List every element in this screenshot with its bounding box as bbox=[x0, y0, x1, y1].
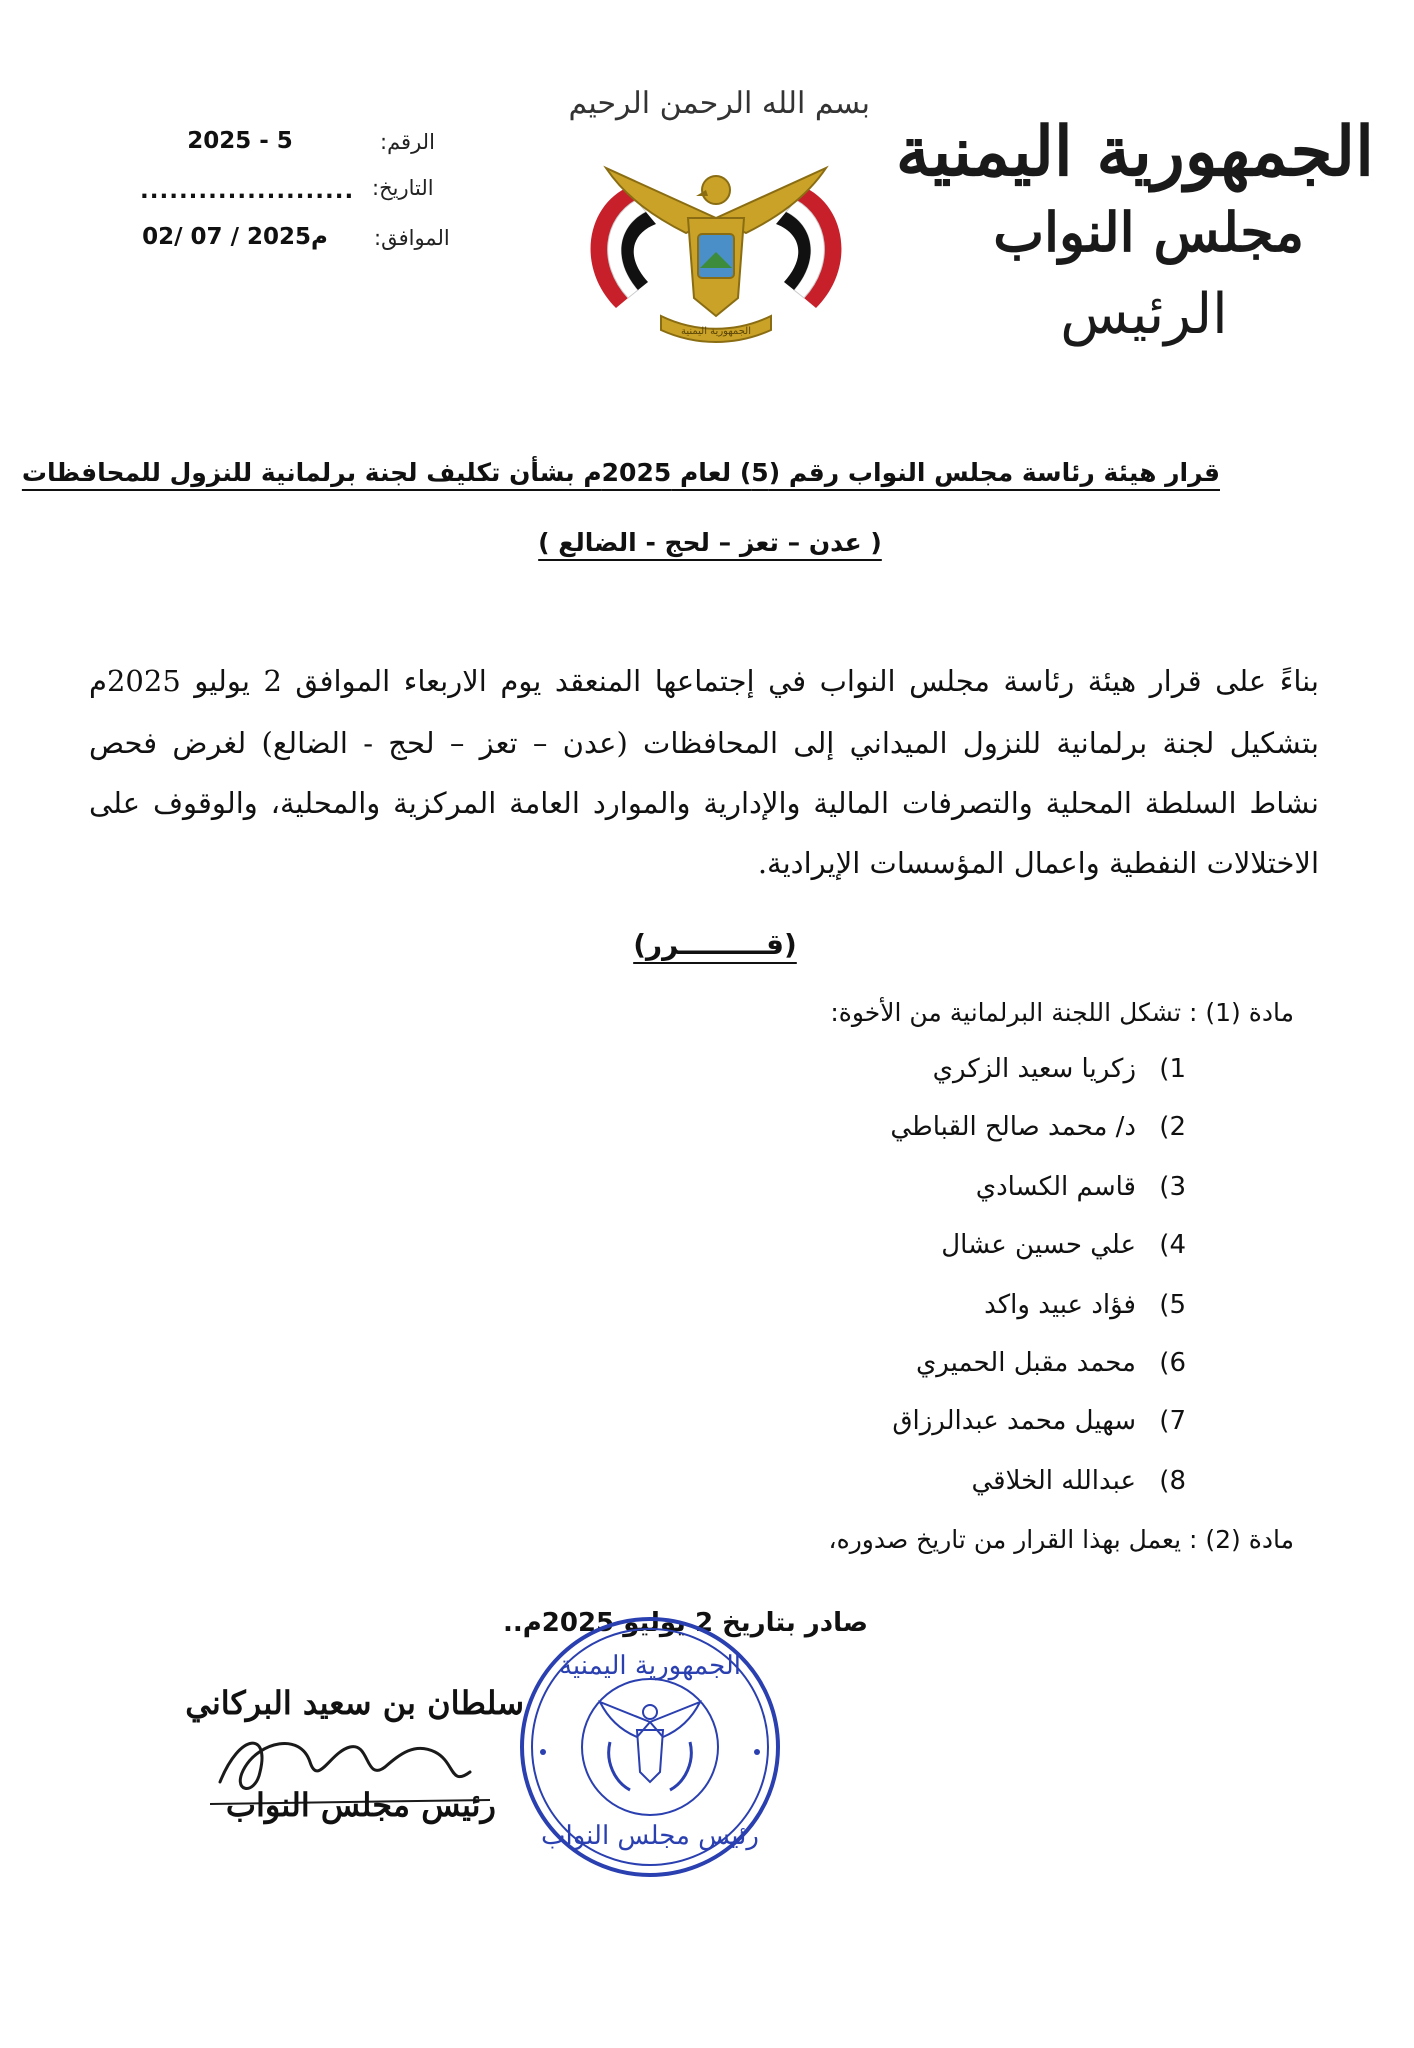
list-item bbox=[971, 1466, 1186, 1496]
member-name: د/ محمد صالح القباطي bbox=[890, 1112, 1136, 1142]
decision-title: قرار هيئة رئاسة مجلس النواب رقم (5) لعام 2025م بشأن تكليف لجنة برلمانية للنزول للمحافظات bbox=[21, 458, 1220, 487]
official-seal-icon bbox=[515, 1612, 785, 1882]
issued-date: صادر بتاريخ 2 يوليو 2025م.. bbox=[502, 1608, 868, 1638]
paragraph-line: بتشكيل لجنة برلمانية للنزول الميداني إلى المحافظات (عدن – تعز – لحج - الضالع) لغرض فحص bbox=[89, 726, 1319, 760]
member-name: زكريا سعيد الزكري bbox=[932, 1054, 1136, 1084]
paragraph-line: بناءً على قرار هيئة رئاسة مجلس النواب في إجتماعها المنعقد يوم الاربعاء الموافق 2 يوليو 2025م bbox=[89, 664, 1319, 698]
ref-corresponding-label: الموافق: bbox=[374, 226, 450, 250]
emblem-caption: الجمهورية اليمنية bbox=[680, 326, 752, 337]
ref-date-label: التاريخ: bbox=[372, 176, 434, 200]
member-number: 5) bbox=[1159, 1290, 1186, 1320]
list-item bbox=[933, 1054, 1186, 1084]
member-number: 4) bbox=[1159, 1230, 1186, 1260]
ref-date-value: ...................... bbox=[140, 178, 355, 204]
header-republic: الجمهورية اليمنية bbox=[895, 112, 1374, 192]
paragraph-line: نشاط السلطة المحلية والتصرفات المالية والإدارية والموارد العامة المركزية والمحلية، والوقوف على bbox=[89, 786, 1319, 820]
list-item bbox=[892, 1406, 1186, 1436]
header-speaker: الرئيس bbox=[1060, 282, 1228, 347]
member-number: 7) bbox=[1159, 1406, 1186, 1436]
ref-corresponding-value: 02/ 07 / 2025م bbox=[142, 224, 328, 250]
list-item bbox=[890, 1112, 1186, 1142]
member-number: 1) bbox=[1159, 1054, 1186, 1084]
header-parliament: مجلس النواب bbox=[993, 200, 1304, 264]
signatory-title: رئيس مجلس النواب bbox=[225, 1786, 496, 1824]
article-1: مادة (1) : تشكل اللجنة البرلمانية من الأخوة: bbox=[830, 998, 1294, 1027]
member-number: 8) bbox=[1159, 1466, 1186, 1496]
member-name: محمد مقبل الحميري bbox=[915, 1348, 1136, 1378]
ref-number-label: الرقم: bbox=[380, 130, 435, 154]
member-name: سهيل محمد عبدالرزاق bbox=[892, 1406, 1136, 1436]
member-name: فؤاد عبيد واكد bbox=[984, 1290, 1136, 1320]
seal-text-top: الجمهورية اليمنية bbox=[558, 1651, 742, 1681]
member-number: 2) bbox=[1159, 1112, 1186, 1142]
list-item bbox=[916, 1348, 1186, 1378]
list-item bbox=[941, 1230, 1186, 1260]
decision-subtitle: ( عدن – تعز – لحج - الضالع ) bbox=[538, 528, 882, 557]
member-number: 3) bbox=[1159, 1172, 1186, 1202]
seal-text-bottom: رئيس مجلس النواب bbox=[541, 1821, 759, 1851]
signatory-name: سلطان بن سعيد البركاني bbox=[185, 1684, 524, 1722]
member-name: علي حسين عشال bbox=[941, 1230, 1136, 1260]
member-name: عبدالله الخلاقي bbox=[971, 1466, 1136, 1496]
list-item bbox=[976, 1172, 1186, 1202]
paragraph-line: الاختلالات النفطية واعمال المؤسسات الإيرادية. bbox=[757, 846, 1319, 880]
ref-number-value: 2025 - 5 bbox=[187, 128, 293, 154]
list-item bbox=[984, 1290, 1186, 1320]
article-2: مادة (2) : يعمل بهذا القرار من تاريخ صدوره، bbox=[828, 1525, 1294, 1554]
decision-heading: (قـــــــــرر) bbox=[633, 928, 797, 961]
member-name: قاسم الكسادي bbox=[975, 1172, 1136, 1202]
member-number: 6) bbox=[1159, 1348, 1186, 1378]
basmala: بسم الله الرحمن الرحيم bbox=[568, 86, 870, 121]
yemen-emblem-icon bbox=[566, 148, 866, 348]
